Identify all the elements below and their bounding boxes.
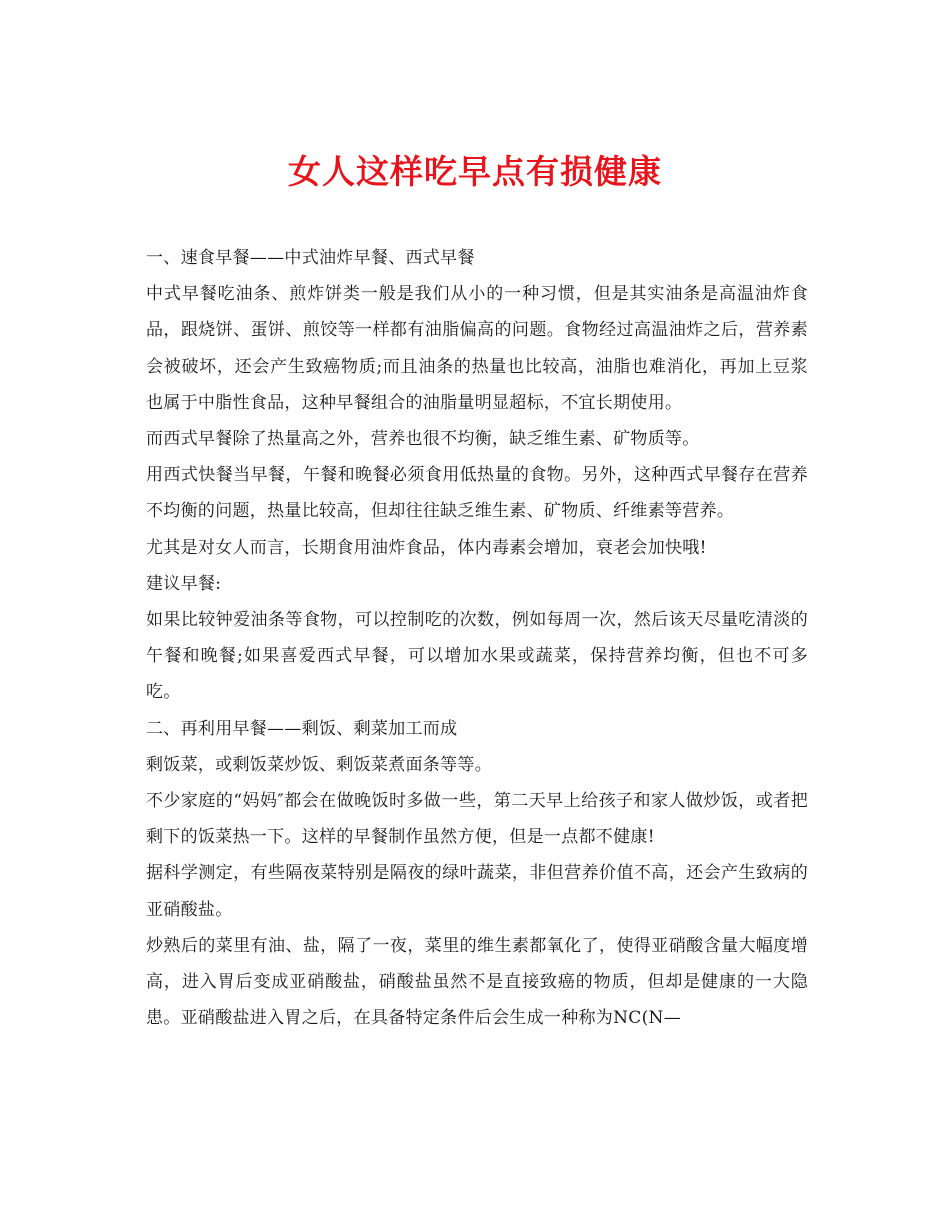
paragraph: 而西式早餐除了热量高之外，营养也很不均衡，缺乏维生素、矿物质等。 xyxy=(146,429,700,450)
paragraph: 如果比较钟爱油条等食物，可以控制吃的次数，例如每周一次，然后该天尽量吃清淡的午餐和晚餐;如果喜爱西式早餐，可以增加水果或蔬菜，保持营养均衡，但也不可多吃。 xyxy=(146,610,808,703)
page-title: 女人这样吃早点有损健康 xyxy=(288,152,662,192)
paragraph: 剩饭菜，或剩饭菜炒饭、剩饭菜煮面条等等。 xyxy=(146,754,492,775)
paragraph: 用西式快餐当早餐，午餐和晚餐必须食用低热量的食物。另外，这种西式早餐存在营养不均衡的问题，热量比较高，但却往往缺乏维生素、矿物质、纤维素等营养。 xyxy=(146,465,808,522)
paragraph: 中式早餐吃油条、煎炸饼类一般是我们从小的一种习惯，但是其实油条是高温油炸食品，跟烧饼、蛋饼、煎饺等一样都有油脂偏高的问题。食物经过高温油炸之后，营养素会被破坏，还会产生致癌物质;而且油条的热量也比较高，油脂也难消化，再加上豆浆也属于中脂性食品，这种早餐组合的油脂量明显超标，不宜长期使用。 xyxy=(146,284,808,413)
paragraph: 炒熟后的菜里有油、盐，隔了一夜，菜里的维生素都氧化了，使得亚硝酸含量大幅度增高，进入胃后变成亚硝酸盐，硝酸盐虽然不是直接致癌的物质，但却是健康的一大隐患。亚硝酸盐进入胃之后，在具备特定条件后会生成一种称为NC(N— xyxy=(146,935,808,1029)
paragraph: 尤其是对女人而言，长期食用油炸食品，体内毒素会增加，衰老会加快哦! xyxy=(146,537,707,558)
article-body xyxy=(146,240,808,1036)
suggestion-heading: 建议早餐: xyxy=(146,573,222,594)
section-heading-1: 一、速食早餐——中式油炸早餐、西式早餐 xyxy=(146,248,475,268)
paragraph: 不少家庭的“妈妈″都会在做晚饭时多做一些，第二天早上给孩子和家人做炒饭，或者把剩下的饭菜热一下。这样的早餐制作虽然方便，但是一点都不健康! xyxy=(146,791,808,848)
paragraph: 据科学测定，有些隔夜菜特别是隔夜的绿叶蔬菜，非但营养价值不高，还会产生致病的亚硝酸盐。 xyxy=(146,863,808,920)
section-heading-2: 二、再利用早餐——剩饭、剩菜加工而成 xyxy=(146,718,458,739)
